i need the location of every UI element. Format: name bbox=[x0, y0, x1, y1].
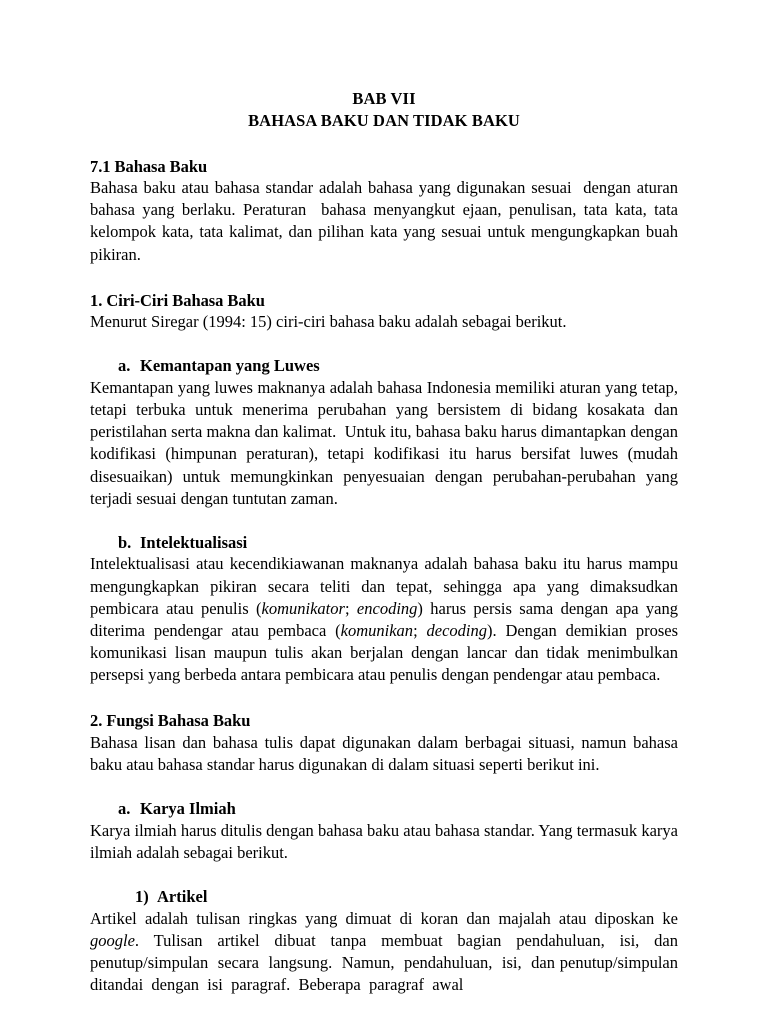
chapter-title: BAHASA BAKU DAN TIDAK BAKU bbox=[248, 110, 520, 130]
list-label-kemantapan: Kemantapan yang Luwes bbox=[140, 356, 320, 376]
list-marker-a: a. bbox=[118, 356, 131, 376]
list-heading-artikel bbox=[90, 886, 678, 907]
list-heading-kemantapan bbox=[90, 355, 678, 376]
paragraph-karya-ilmiah: Karya ilmiah harus ditulis dengan bahasa baku atau bahasa standar. Yang termasuk karya ilmiah adalah sebagai berikut. bbox=[90, 820, 683, 862]
list-marker-b: b. bbox=[118, 532, 132, 552]
document-body bbox=[90, 88, 687, 996]
section-heading-ciri-ciri: 1. Ciri-Ciri Bahasa Baku bbox=[90, 290, 265, 310]
list-label-intelektualisasi: Intelektualisasi bbox=[140, 532, 248, 552]
chapter-number: BAB VII bbox=[352, 89, 416, 108]
list-marker-a-karya: a. bbox=[118, 799, 131, 819]
list-heading-karya-ilmiah bbox=[90, 798, 678, 819]
list-heading-intelektualisasi bbox=[90, 532, 678, 553]
paragraph-fungsi: Bahasa lisan dan bahasa tulis dapat digunakan dalam berbagai situasi, namun bahasa baku atau bahasa standar harus digunakan di dalam situasi seperti berikut ini. bbox=[90, 732, 683, 775]
paragraph-bahasa-baku: Bahasa baku atau bahasa standar adalah bahasa yang digunakan sesuai dengan aturan bahasa yang berlaku. Peraturan bahasa menyangkut ejaan, penulisan, tata kata, tata kelompok kata, tata kalimat, dan pilihan kata yang sesuai untuk mengungkapkan buah pikiran. bbox=[90, 177, 683, 264]
section-heading-bahasa-baku: 7.1 Bahasa Baku bbox=[90, 156, 208, 176]
paragraph-ciri-ciri: Menurut Siregar (1994: 15) ciri-ciri bahasa baku adalah sebagai berikut. bbox=[90, 312, 567, 332]
paragraph-kemantapan: Kemantapan yang luwes maknanya adalah bahasa Indonesia memiliki aturan yang tetap, tetapi terbuka untuk menerima perubahan yang bersistem di bidang kosakata dan peristilahan serta makna dan kalimat. Untuk itu, bahasa baku harus dimantapkan dengan kodifikasi (himpunan peraturan), tetapi kodifikasi itu harus bersifat luwes (mudah disesuaikan) untuk memungkinkan penyesuaian dengan perubahan-perubahan yang terjadi sesuai dengan tuntutan zaman. bbox=[90, 377, 683, 508]
list-marker-1: 1) bbox=[135, 887, 149, 907]
chapter-heading bbox=[90, 88, 678, 132]
list-label-karya-ilmiah: Karya Ilmiah bbox=[140, 799, 236, 819]
paragraph-artikel: Artikel adalah tulisan ringkas yang dimuat di koran dan majalah atau diposkan ke google. Tulisan artikel dibuat tanpa membuat bagian pendahuluan, isi, dan penutup/simpulan secara langsung. Namun, pendahuluan, isi, dan penutup/simpulan ditandai dengan isi paragraf. Beberapa paragraf awal bbox=[90, 908, 687, 995]
section-heading-fungsi: 2. Fungsi Bahasa Baku bbox=[90, 711, 251, 731]
list-label-artikel: Artikel bbox=[157, 887, 208, 907]
paragraph-intelektualisasi: Intelektualisasi atau kecendikiawanan maknanya adalah bahasa baku itu harus mampu mengungkapkan pikiran secara teliti dan tepat, sehingga apa yang dimaksudkan pembicara atau penulis (komunikator; encoding) harus persis sama dengan apa yang diterima pendengar atau pembaca (komunikan; decoding). Dengan demikian proses komunikasi lisan maupun tulis akan berjalan dengan lancar dan tidak menimbulkan persepsi yang berbeda antara pembicara atau penulis dengan pendengar atau pembaca. bbox=[90, 554, 683, 685]
